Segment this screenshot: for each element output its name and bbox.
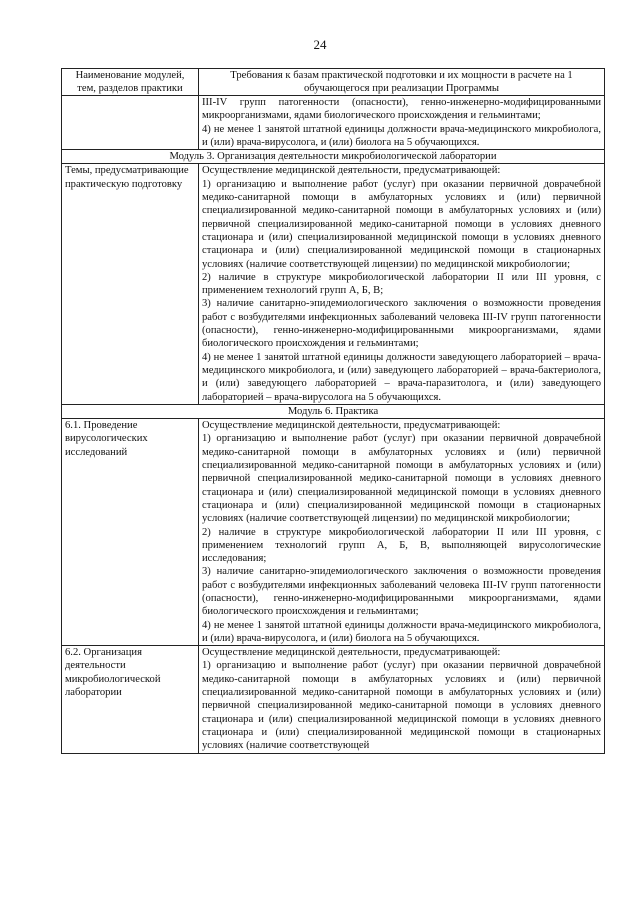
requirement-item: 2) наличие в структуре микробиологической лаборатории II или III уровня, с применением технологий групп А, Б, В;	[202, 271, 601, 297]
requirement-item: 4) не менее 1 занятой штатной единицы должности заведующего лабораторией – врача-медицинского микробиолога, и (или) заведующего лабораторией – врача-бактериолога, и (или) заведующего лабораторией – врача-паразитолога, и (или) заведующего лабораторией – врача-вирусолога на 5 обучающихся.	[202, 351, 601, 403]
section-6-2-name: 6.2. Организация деятельности микробиологической лаборатории	[62, 646, 199, 753]
requirement-item: 1) организацию и выполнение работ (услуг) при оказании первичной доврачебной медико-санитарной помощи в амбулаторных условиях и (или) первичной специализированной медико-санитарной помощи в амбулаторных условиях и (или) первичной специализированной медико-санитарной помощи в условиях дневного стационара и (или) специализированной медицинской помощи в условиях дневного стационара и (или) специализированной медицинской помощи в стационарных условиях (наличие соответствующей лицензии) по медицинской микробиологии;	[202, 178, 601, 270]
requirement-item: 3) наличие санитарно-эпидемиологического заключения о возможности проведения работ с возбудителями инфекционных заболеваний человека III-IV групп патогенности (опасности), генно-инженерно-модифицированными микроорганизмами, ядами биологического происхождения и гельминтами;	[202, 298, 601, 350]
module-title-row	[62, 404, 605, 418]
section-6-2-requirements	[199, 646, 605, 753]
table-header-row	[62, 69, 605, 96]
table-row-continuation	[62, 96, 605, 150]
requirement-item: III-IV групп патогенности (опасности), генно-инженерно-модифицированными микроорганизмами, ядами биологического происхождения и гельминтами;	[202, 97, 601, 122]
continuation-topic-cell	[62, 96, 199, 150]
header-requirements: Требования к базам практической подготовки и их мощности в расчете на 1 обучающегося при реализации Программы	[199, 69, 605, 96]
requirement-item: 1) организацию и выполнение работ (услуг) при оказании первичной доврачебной медико-санитарной помощи в амбулаторных условиях и (или) первичной специализированной медико-санитарной помощи в амбулаторных условиях и (или) первичной специализированной медико-санитарной помощи в условиях дневного стационара и (или) специализированной медицинской помощи в условиях дневного стационара и (или) специализированной медицинской помощи в стационарных условиях (наличие соответствующей лицензии) по медицинской микробиологии;	[202, 433, 601, 525]
table-row	[62, 419, 605, 646]
table-row	[62, 646, 605, 753]
module-3-requirements	[199, 164, 605, 404]
module-title-row	[62, 150, 605, 164]
requirement-item: 4) не менее 1 занятой штатной единицы должности врача-медицинского микробиолога, и (или) врача-вирусолога, и (или) биолога на 5 обучающихся.	[202, 619, 601, 644]
requirement-item: 2) наличие в структуре микробиологической лаборатории II или III уровня, с применением технологий групп А, Б, В, выполняющей вирусологические исследования;	[202, 526, 601, 565]
header-modules: Наименование модулей, тем, разделов практики	[62, 69, 199, 96]
requirement-item: 4) не менее 1 занятой штатной единицы должности врача-медицинского микробиолога, и (или) врача-вирусолога, и (или) биолога на 5 обучающихся.	[202, 123, 601, 148]
module-3-title: Модуль 3. Организация деятельности микробиологической лаборатории	[62, 150, 605, 164]
module-3-topic: Темы, предусматривающие практическую подготовку	[62, 164, 199, 404]
section-6-1-requirements	[199, 419, 605, 646]
requirement-item: 1) организацию и выполнение работ (услуг) при оказании первичной доврачебной медико-санитарной помощи в амбулаторных условиях и (или) первичной специализированной медико-санитарной помощи в амбулаторных условиях и (или) первичной специализированной медико-санитарной помощи в условиях дневного стационара и (или) специализированной медицинской помощи в условиях дневного стационара и (или) специализированной медицинской помощи в стационарных условиях (наличие соответствующей	[202, 660, 601, 752]
requirement-item: 3) наличие санитарно-эпидемиологического заключения о возможности проведения работ с возбудителями инфекционных заболеваний человека III-IV групп патогенности (опасности), генно-инженерно-модифицированными микроорганизмами, ядами биологического происхождения и гельминтами;	[202, 566, 601, 618]
module-6-title: Модуль 6. Практика	[62, 404, 605, 418]
requirement-item: Осуществление медицинской деятельности, предусматривающей:	[202, 165, 501, 177]
page-number: 24	[313, 37, 327, 52]
requirement-item: Осуществление медицинской деятельности, предусматривающей:	[202, 420, 501, 432]
continuation-requirements-cell	[199, 96, 605, 150]
requirements-table	[61, 68, 605, 754]
requirement-item: Осуществление медицинской деятельности, предусматривающей:	[202, 647, 501, 659]
section-6-1-name: 6.1. Проведение вирусологических исследований	[62, 419, 199, 646]
table-row	[62, 164, 605, 404]
